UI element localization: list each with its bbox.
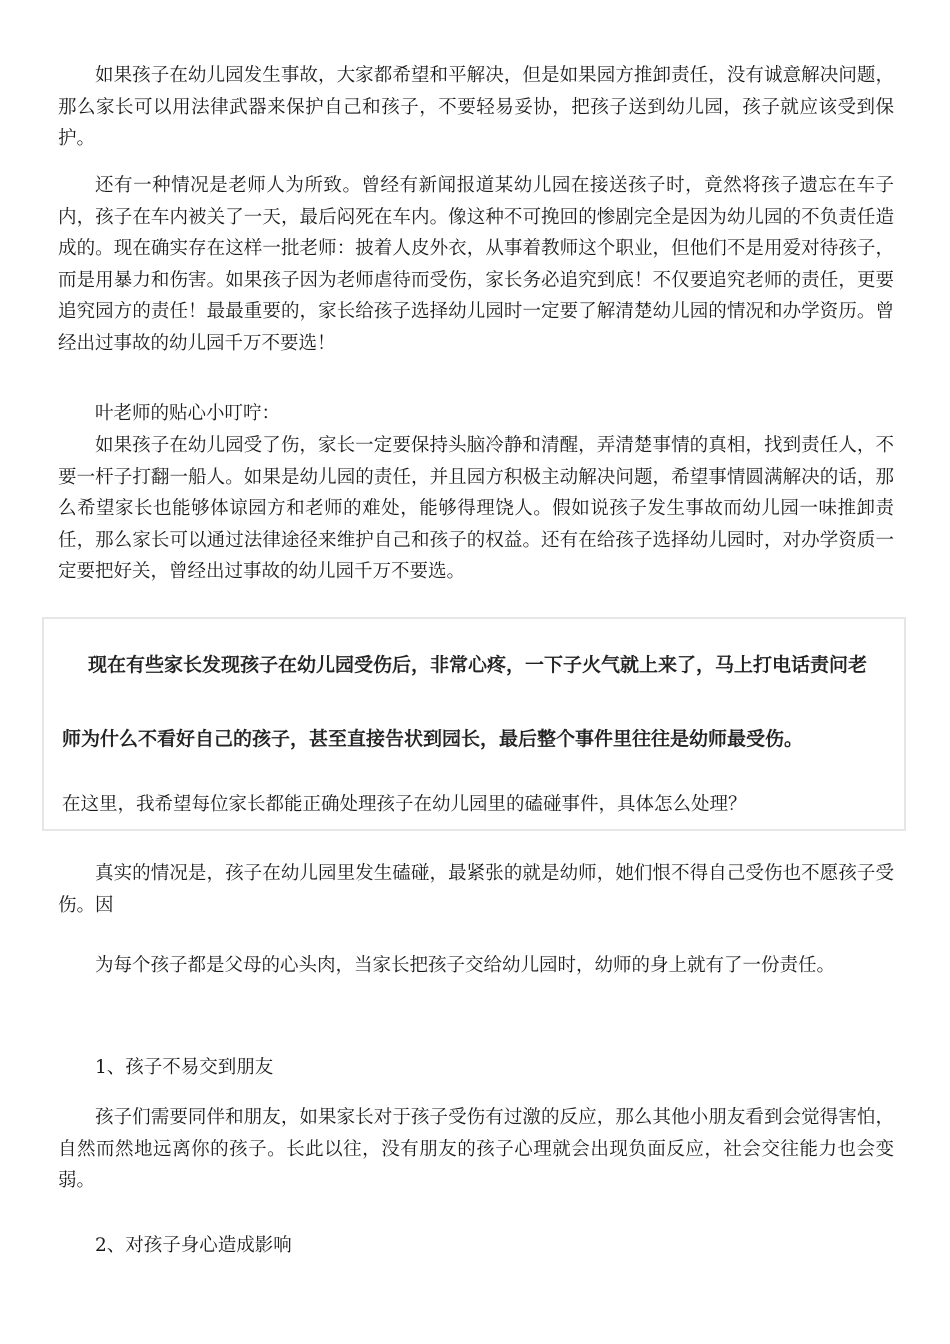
- quote-box: [42, 617, 906, 831]
- paragraph-accident-legal: 如果孩子在幼儿园发生事故，大家都希望和平解决，但是如果园方推卸责任，没有诚意解决问题，那么家长可以用法律武器来保护自己和孩子，不要轻易妥协，把孩子送到幼儿园，孩子就应该受到保护。: [58, 65, 894, 149]
- quote-box-line-1: 现在有些家长发现孩子在幼儿园受伤后，非常心疼，一下子火气就上来了，马上打电话责问老: [88, 654, 868, 676]
- paragraph-real-situation: 真实的情况是，孩子在幼儿园里发生磕碰，最紧张的就是幼师，她们恨不得自己受伤也不愿孩子受伤。因: [58, 863, 894, 916]
- tip-title: 叶老师的贴心小叮咛：: [95, 403, 281, 424]
- heading-hard-to-make-friends: 1、孩子不易交到朋友: [95, 1057, 274, 1078]
- paragraph-teacher-advice: 如果孩子在幼儿园受了伤，家长一定要保持头脑冷静和清醒，弄清楚事情的真相，找到责任人，不要一杆子打翻一船人。如果是幼儿园的责任，并且园方积极主动解决问题，希望事情圆满解决的话，那么希望家长也能够体谅园方和老师的难处，能够得理饶人。假如说孩子发生事故而幼儿园一味推卸责任，那么家长可以通过法律途径来维护自己和孩子的权益。还有在给孩子选择幼儿园时，对办学资质一定要把好关，曾经出过事故的幼儿园千万不要选。: [58, 435, 894, 582]
- quote-box-line-3: 在这里，我希望每位家长都能正确处理孩子在幼儿园里的磕碰事件，具体怎么处理？: [62, 794, 747, 815]
- paragraph-friends: 孩子们需要同伴和朋友，如果家长对于孩子受伤有过激的反应，那么其他小朋友看到会觉得害怕，自然而然地远离你的孩子。长此以往，没有朋友的孩子心理就会出现负面反应，社会交往能力也会变弱。: [58, 1107, 894, 1191]
- heading-physical-mental-impact: 2、对孩子身心造成影响: [95, 1235, 292, 1256]
- paragraph-teacher-caused: 还有一种情况是老师人为所致。曾经有新闻报道某幼儿园在接送孩子时，竟然将孩子遗忘在车子内，孩子在车内被关了一天，最后闷死在车内。像这种不可挽回的惨剧完全是因为幼儿园的不负责任造成的。现在确实存在这样一批老师：披着人皮外衣，从事着教师这个职业，但他们不是用爱对待孩子，而是用暴力和伤害。如果孩子因为老师虐待而受伤，家长务必追究到底！不仅要追究老师的责任，更要追究园方的责任！最最重要的，家长给孩子选择幼儿园时一定要了解清楚幼儿园的情况和办学资历。曾经出过事故的幼儿园千万不要选！: [58, 175, 894, 354]
- quote-box-line-2: 师为什么不看好自己的孩子，甚至直接告状到园长，最后整个事件里往往是幼师最受伤。: [62, 728, 804, 750]
- paragraph-responsibility: 为每个孩子都是父母的心头肉，当家长把孩子交给幼儿园时，幼师的身上就有了一份责任。: [95, 955, 836, 976]
